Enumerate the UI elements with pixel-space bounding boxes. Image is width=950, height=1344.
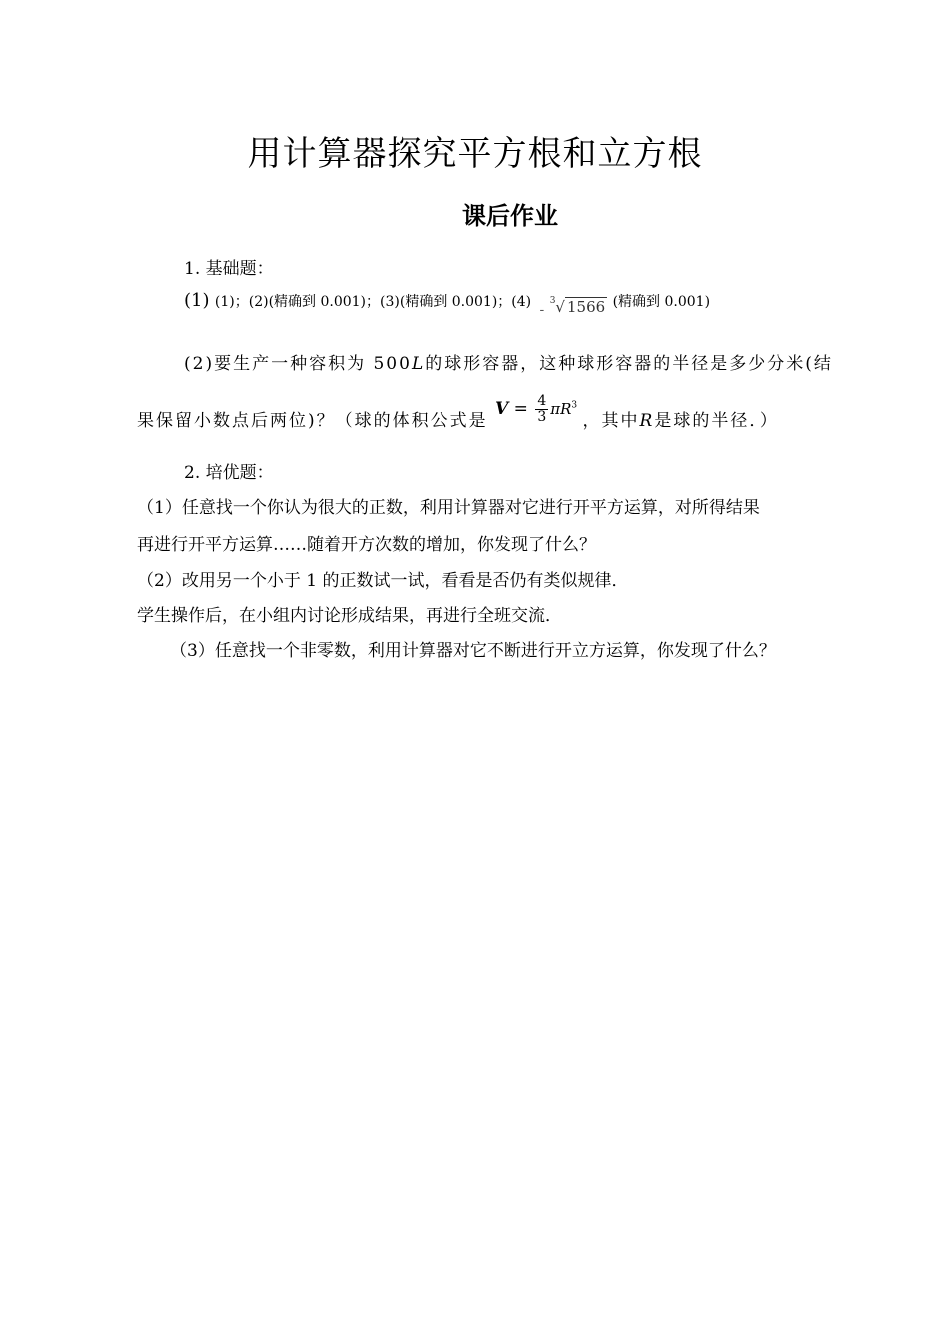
section2-p2: （2）改用另一个小于 1 的正数试一试，看看是否仍有类似规律． xyxy=(137,571,629,591)
section1-q1 xyxy=(184,290,711,318)
sphere-volume-formula xyxy=(495,393,582,425)
page-title: 用计算器探究平方根和立方根 xyxy=(247,134,703,174)
cube-root-radicand: 1566 xyxy=(566,298,606,316)
q2-line1-a: (2)要生产一种容积为 500 xyxy=(184,354,412,374)
page-subtitle: 课后作业 xyxy=(462,202,558,230)
section1-q2-line2 xyxy=(137,393,779,437)
q1-text-b: (精确到 0.001) xyxy=(612,294,711,310)
formula-denominator: 3 xyxy=(537,409,547,425)
q2-line2-b: ，其中 xyxy=(582,411,640,431)
section2-p1-line2: 再进行开平方运算……随着开方次数的增加，你发现了什么？ xyxy=(137,535,596,555)
q2-line1-b: 的球形容器，这种球形容器的半径是多少分米(结 xyxy=(425,354,833,374)
formula-numerator: 4 xyxy=(537,393,547,409)
section2-heading: 2. 培优题： xyxy=(184,463,274,483)
q1-label: (1) xyxy=(184,290,210,311)
cube-root-expression xyxy=(550,298,607,316)
section1-heading: 1. 基础题： xyxy=(184,259,274,279)
section2-p4: （3）任意找一个非零数，利用计算器对它不断进行开立方运算，你发现了什么？ xyxy=(170,641,776,661)
cube-root-index: 3 xyxy=(549,296,556,306)
q1-text-a: (1)；(2)(精确到 0.001)；(3)(精确到 0.001)；(4) xyxy=(214,294,532,310)
q2-line2-a: 果保留小数点后两位)？（球的体积公式是 xyxy=(137,411,488,431)
formula-equals: = xyxy=(508,399,534,419)
q2-R: R xyxy=(639,411,655,431)
radical-sign-icon: √ xyxy=(555,298,565,316)
section2-p3: 学生操作后，在小组内讨论形成结果，再进行全班交流． xyxy=(137,606,562,626)
q1-sqrt-prefix: - xyxy=(539,302,545,318)
formula-exponent: 3 xyxy=(571,400,578,411)
q2-line2-c: 是球的半径．） xyxy=(654,411,779,431)
section2-p1-line1: （1）任意找一个你认为很大的正数，利用计算器对它进行开平方运算，对所得结果 xyxy=(137,498,760,518)
section1-q2-line1 xyxy=(184,349,833,374)
q2-unit: L xyxy=(411,354,426,374)
formula-pi-R: πR xyxy=(550,400,572,418)
formula-fraction xyxy=(535,394,548,425)
formula-V: V xyxy=(495,399,509,419)
